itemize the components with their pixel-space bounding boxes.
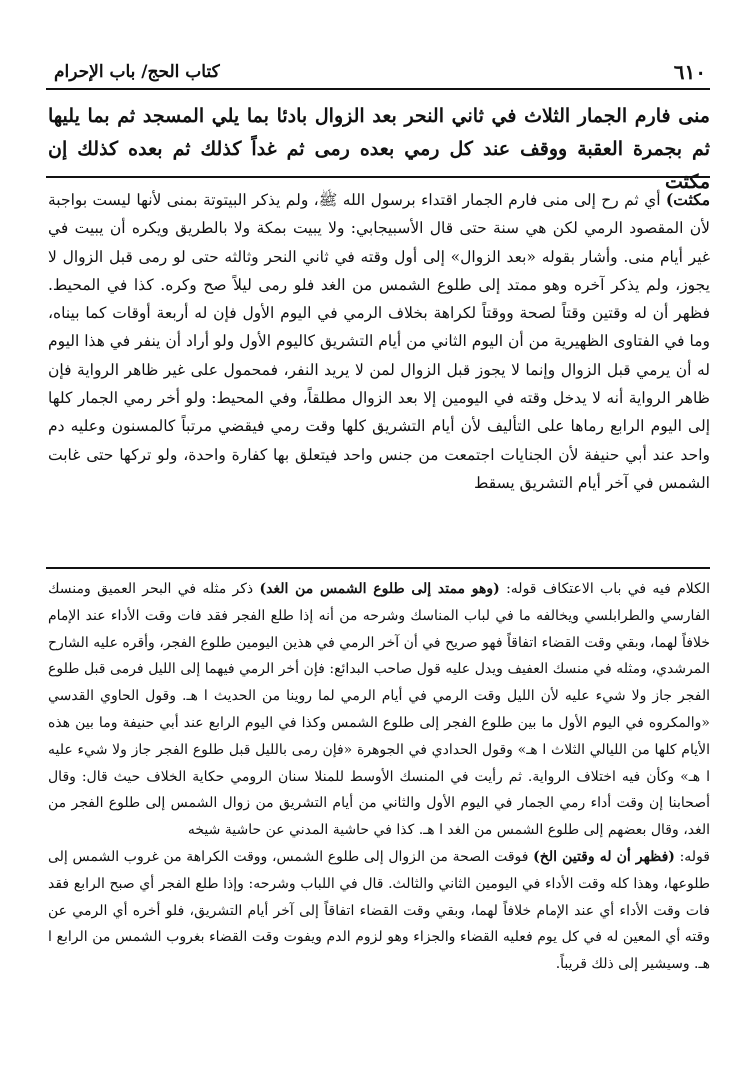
footnote-2-quote: (فظهر أن له وقتين الخ) — [533, 848, 675, 865]
commentary-block — [48, 186, 710, 497]
page-header — [54, 58, 706, 88]
footnote-rule — [46, 567, 710, 569]
main-text: منى فارم الجمار الثلاث في ثاني النحر بعد الزوال بادئا بما يلي المسجد ثم بما يليها ثم بجمرة العقبة ووقف عند كل رمي بعده رمى ثم غداً كذلك ثم بعده كذلك إن مكثت — [48, 105, 710, 193]
footnote-1-intro: الكلام فيه في باب الاعتكاف قوله: — [499, 581, 710, 597]
page-number: ٦١٠ — [673, 60, 706, 84]
main-text-block — [48, 100, 710, 199]
commentary-lead-word: مكثت) — [665, 190, 710, 209]
header-rule — [46, 88, 710, 90]
footnotes-block — [48, 576, 710, 978]
running-title: كتاب الحج/ باب الإحرام — [54, 62, 220, 82]
footnote-paragraph-1 — [48, 576, 710, 844]
footnote-2-body: فوقت الصحة من الزوال إلى طلوع الشمس، ووقت الكراهة من غروب الشمس إلى طلوعها، وهذا كله وقت الأداء في اليومين الثاني والثالث. قال في اللباب وشرحه: وإذا طلع الفجر أي صبح الرابع فقد فات وقت الأداء أي عند الإمام خلافاً لهما، وبقي وقت القضاء اتفاقاً إلى آخر أيام التشريق، فلو أخره أي الرمي عن وقته أي المعين له في كل يوم فعليه القضاء والجزاء وهو لزوم الدم ويفوت وقت القضاء بغروب الشمس من الرابع ا هـ. وسيشير إلى ذلك قريباً. — [48, 848, 710, 973]
commentary-body: أي ثم رح إلى منى فارم الجمار اقتداء برسول الله ﷺ، ولم يذكر البيتوتة بمنى لأنها ليست بواجبة لأن المقصود الرمي لكن هي سنة حتى قال الأسبيجابي: ولا يبيت بمكة ولا بالطريق ويكره أن يبيت في غير أيام منى. وأشار بقوله «بعد الزوال» إلى أول وقته في ثاني النحر وثالثه حتى لو رمى قبل الزوال لا يجوز، ولم يذكر آخره وهو ممتد إلى طلوع الشمس من الغد فلو رمى ليلاً صح وكره. كذا في المحيط. فظهر أن له وقتين وقتاً لصحة ووقتاً لكراهة بخلاف الرمي في اليوم الأول فإن له أربعة أوقات كما بيناه، وما في الفتاوى الظهيرية من أن اليوم الثاني من أيام التشريق كاليوم الأول ولو أراد أن ينفر في هذا اليوم له أن يرمي قبل الزوال وإنما لا يجوز قبل الزوال لمن لا يريد النفر، فمحمول على غير ظاهر الرواية فإن ظاهر الرواية أنه لا يدخل وقته في اليومين إلا بعد الزوال مطلقاً، وفي المحيط: ولو أخر رمي الجمار كلها إلى اليوم الرابع رماها على التأليف لأن أيام التشريق كلها وقت رمي فيقضي مرتباً كالمسنون وعليه دم واحد عند أبي حنيفة لأن الجنايات اجتمعت من جنس واحد فيتعلق بها كفارة واحدة، ولو تركها حتى غابت الشمس في آخر أيام التشريق يسقط — [48, 191, 710, 492]
footnote-1-quote: (وهو ممتد إلى طلوع الشمس من الغد) — [259, 581, 500, 597]
commentary-rule — [46, 176, 710, 178]
commentary-paragraph — [48, 186, 710, 497]
footnote-2-intro: قوله: — [674, 848, 710, 865]
footnote-1-body: ذكر مثله في البحر العميق ومنسك الفارسي والطرابلسي ويخالفه ما في لباب المناسك وشرحه من أنه إذا طلع الفجر فقد فات وقت الأداء عند الإمام خلافاً لهما، وبقي وقت القضاء اتفاقاً فهو صريح في أن آخر الرمي في هذين اليومين طلوع الفجر، وأقره عليه الشارح المرشدي، ومثله في منسك العفيف ويدل عليه قول صاحب البدائع: فإن أخر الرمي فيهما إلى الليل فرمى قبل طلوع الفجر جاز ولا شيء عليه لأن الليل وقت الرمي في أيام الرمي لما روينا من الحديث ا هـ. وقول الحاوي القدسي «والمكروه في اليوم الأول ما بين طلوع الفجر إلى طلوع الشمس وكذا في اليوم الرابع عند أبي حنيفة وما بين هذه الأيام كلها من الليالي الثلاث ا هـ» وقول الحدادي في الجوهرة «فإن رمى بالليل قبل طلوع الفجر جاز ولا شيء عليه ا هـ» وكأن فيه اختلاف الرواية. ثم رأيت في المنسك الأوسط للمنلا سنان الرومي حكاية الخلاف حيث قال: وقال أصحابنا إن وقت أداء رمي الجمار في اليوم الأول والثاني من أيام التشريق من زوال الشمس إلى طلوع الفجر من الغد، وقال بعضهم إلى طلوع الشمس من الغد ا هـ. كذا في حاشية المدني عن حاشية شيخه — [48, 581, 710, 839]
footnote-paragraph-2 — [48, 844, 710, 978]
